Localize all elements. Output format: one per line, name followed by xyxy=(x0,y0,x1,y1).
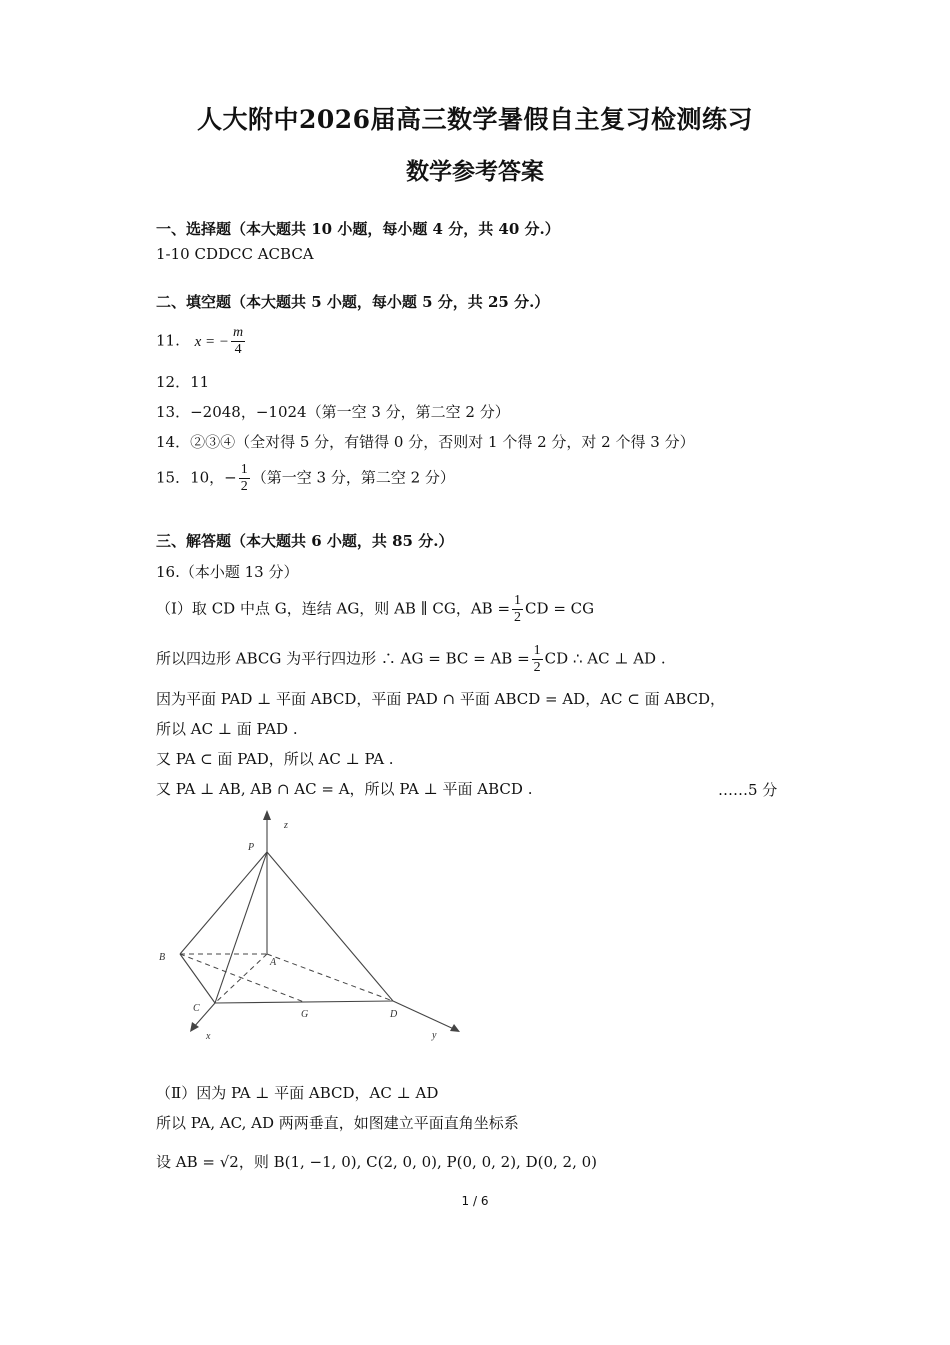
answer-15-suffix: （第一空 3 分，第二空 2 分） xyxy=(251,468,455,487)
label-b: B xyxy=(159,952,166,963)
solution-line-1-denominator: 2 xyxy=(514,610,522,625)
edge-bc xyxy=(180,954,215,1003)
solution-line-4: 所以 AC ⊥ 面 PAD . xyxy=(156,720,298,738)
solution-line-2-denominator: 2 xyxy=(533,660,541,675)
solution-line-3: 因为平面 PAD ⊥ 平面 ABCD，平面 PAD ∩ 平面 ABCD = AD，AC ⊂ 面 ABCD， xyxy=(156,690,726,708)
solution-line-1-fraction xyxy=(512,593,523,626)
label-d: D xyxy=(390,1009,398,1020)
z-axis-arrow xyxy=(263,810,271,820)
solution-line-2 xyxy=(156,643,666,676)
edge-cd xyxy=(215,1001,393,1003)
answer-13: 13．−2048，−1024（第一空 3 分，第二空 2 分） xyxy=(156,403,510,421)
solution-line-1-numerator: 1 xyxy=(514,593,522,608)
solution-line-8: 所以 PA, AC, AD 两两垂直，如图建立平面直角坐标系 xyxy=(156,1114,519,1132)
answer-15 xyxy=(156,462,455,495)
answer-11-numerator: m xyxy=(233,325,244,340)
solution-line-9: 设 AB = √2，则 B(1, −1, 0), C(2, 0, 0), P(0, 0, 2), D(0, 2, 0) xyxy=(156,1153,598,1171)
solution-line-7: （Ⅱ）因为 PA ⊥ 平面 ABCD，AC ⊥ AD xyxy=(156,1084,439,1102)
section1-answers: 1-10 CDDCC ACBCA xyxy=(156,245,314,263)
label-x: x xyxy=(206,1031,211,1042)
document-subtitle: 数学参考答案 xyxy=(406,158,544,185)
score-marker: ……5 分 xyxy=(718,781,778,799)
answer-11-lhs: x = − xyxy=(194,333,230,350)
section2-heading: 二、填空题（本大题共 5 小题，每小题 5 分，共 25 分.） xyxy=(156,293,550,311)
edge-ad-hidden xyxy=(267,954,393,1001)
edge-pd xyxy=(267,852,393,1001)
answer-14: 14．②③④（全对得 5 分，有错得 0 分，否则对 1 个得 2 分，对 2 个得 3 分） xyxy=(156,433,695,451)
label-a: A xyxy=(270,957,277,968)
answer-15-denominator: 2 xyxy=(240,479,248,494)
solution-line-2-numerator: 1 xyxy=(533,643,541,658)
section1-heading: 一、选择题（本大题共 10 小题，每小题 4 分，共 40 分.） xyxy=(156,220,560,238)
section3-heading: 三、解答题（本大题共 6 小题，共 85 分.） xyxy=(156,532,454,550)
document-title: 人大附中2026届高三数学暑假自主复习检测练习 xyxy=(196,105,754,134)
solution-line-1-rest: CD = CG xyxy=(525,599,595,618)
solution-line-1 xyxy=(156,593,594,626)
answer-11-denominator: 4 xyxy=(234,342,242,357)
label-p: P xyxy=(248,842,255,853)
pyramid-figure xyxy=(150,808,470,1048)
edge-pc xyxy=(215,852,267,1003)
answer-15-fraction xyxy=(239,462,250,495)
page-number: 1 / 6 xyxy=(461,1194,489,1208)
solution-line-5: 又 PA ⊂ 面 PAD，所以 AC ⊥ PA . xyxy=(156,750,394,768)
y-axis xyxy=(393,1001,456,1030)
label-y: y xyxy=(432,1030,437,1041)
answer-15-numerator: 1 xyxy=(240,462,248,477)
answer-12: 12．11 xyxy=(156,373,210,391)
answer-11-fraction xyxy=(231,325,245,358)
edge-ac-hidden xyxy=(215,954,267,1003)
answer-11-number: 11. xyxy=(156,331,180,350)
label-g: G xyxy=(301,1009,309,1020)
label-z: z xyxy=(284,820,288,831)
answer-15-prefix: 15．10，− xyxy=(156,468,237,487)
solution-line-2-rest: CD ∴ AC ⊥ AD . xyxy=(544,649,666,668)
label-c: C xyxy=(193,1003,200,1014)
solution-line-1-text: （Ⅰ）取 CD 中点 G，连结 AG，则 AB ∥ CG，AB = xyxy=(156,599,511,618)
edge-pb xyxy=(180,852,267,954)
solution-line-2-text: 所以四边形 ABCG 为平行四边形 ∴ AG = BC = AB = xyxy=(156,649,530,668)
solution-line-6: 又 PA ⊥ AB, AB ∩ AC = A，所以 PA ⊥ 平面 ABCD . xyxy=(156,780,533,798)
solution-line-2-fraction xyxy=(532,643,543,676)
question-16-title: 16.（本小题 13 分） xyxy=(156,563,299,581)
answer-11 xyxy=(156,325,247,358)
